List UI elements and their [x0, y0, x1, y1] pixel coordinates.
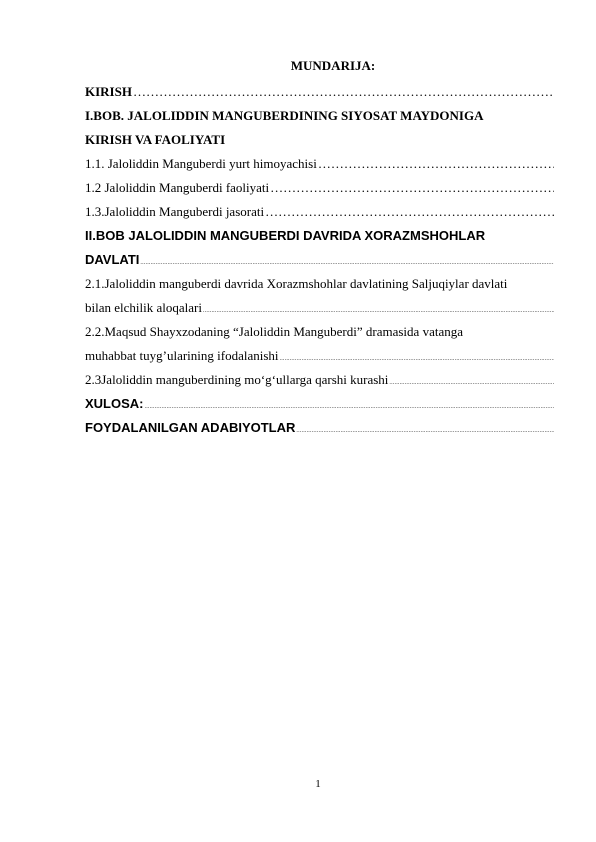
toc-entry-label: I.BOB. JALOLIDDIN MANGUBERDINING SIYOSAT MAYDONIGA: [85, 108, 484, 123]
toc-entry[interactable]: [85, 344, 554, 368]
toc-entry[interactable]: [85, 80, 554, 104]
toc-dot-leader: [270, 176, 554, 200]
toc-dot-leader: [389, 371, 554, 392]
toc-entry[interactable]: [85, 272, 554, 296]
toc-dot-leader: [133, 80, 554, 104]
toc-dot-leader: [318, 152, 554, 176]
toc-entry-label: 2.1.Jaloliddin manguberdi davrida Xorazmshohlar davlatining Saljuqiylar davlati: [85, 276, 508, 291]
toc-entry-label: II.BOB JALOLIDDIN MANGUBERDI DAVRIDA XORAZMSHOHLAR: [85, 228, 486, 243]
toc-dot-leader: [140, 251, 554, 272]
toc-heading: MUNDARIJA:: [290, 58, 376, 73]
toc-entry-label: 2.3Jaloliddin manguberdining mo‘g‘ullarga qarshi kurashi: [85, 372, 389, 387]
toc-entry[interactable]: [85, 176, 554, 200]
toc-entry-label: FOYDALANILGAN ADABIYOTLAR: [85, 420, 296, 435]
toc-entry[interactable]: [85, 152, 554, 176]
table-of-contents: [85, 80, 554, 440]
toc-entry[interactable]: [85, 296, 554, 320]
toc-dot-leader: [280, 347, 554, 368]
toc-dot-leader: [265, 200, 554, 224]
toc-entry[interactable]: [85, 200, 554, 224]
toc-entry-label: 1.3.Jaloliddin Manguberdi jasorati: [85, 204, 265, 219]
toc-entry-label: muhabbat tuyg’ularining ifodalanishi: [85, 348, 279, 363]
toc-entry[interactable]: [85, 320, 554, 344]
toc-dot-leader: [203, 299, 554, 320]
toc-entry[interactable]: [85, 416, 554, 440]
toc-entry[interactable]: [85, 248, 554, 272]
toc-dot-leader: [296, 419, 554, 440]
toc-entry[interactable]: [85, 128, 554, 152]
toc-entry[interactable]: [85, 224, 554, 248]
toc-entry-label: 2.2.Maqsud Shayxzodaning “Jaloliddin Manguberdi” dramasida vatanga: [85, 324, 463, 339]
toc-entry-label: bilan elchilik aloqalari: [85, 300, 202, 315]
page-number: 1: [315, 778, 321, 790]
toc-entry[interactable]: [85, 368, 554, 392]
toc-entry-label: 1.1. Jaloliddin Manguberdi yurt himoyachisi: [85, 156, 317, 171]
toc-entry[interactable]: [85, 392, 554, 416]
toc-entry-label: XULOSA:: [85, 396, 144, 411]
toc-entry-label: 1.2 Jaloliddin Manguberdi faoliyati: [85, 180, 270, 195]
toc-dot-leader: [145, 395, 555, 416]
toc-entry-label: KIRISH VA FAOLIYATI: [85, 132, 226, 147]
toc-entry-label: DAVLATI: [85, 252, 140, 267]
toc-entry[interactable]: [85, 104, 554, 128]
toc-entry-label: KIRISH: [85, 84, 132, 99]
